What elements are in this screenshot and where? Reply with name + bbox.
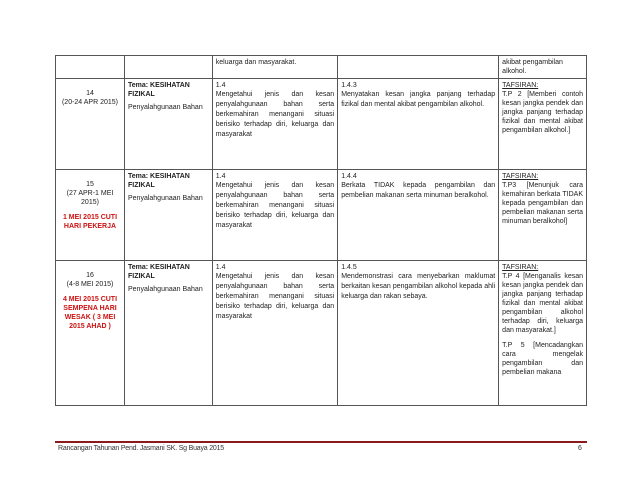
learning-outcome-cell bbox=[338, 170, 499, 261]
holiday-note: 4 MEI 2015 CUTI SEMPENA HARI WESAK ( 3 MEI 2015 AHAD ) bbox=[62, 296, 118, 330]
week-dates: (4-8 MEI 2015) bbox=[66, 281, 114, 288]
outcome-code: 1.4.4 bbox=[341, 173, 357, 180]
table-cell: akibat pengambilan alkohol. bbox=[499, 56, 587, 79]
yearly-plan-table bbox=[55, 55, 587, 406]
standard-code: 1.4 bbox=[215, 82, 226, 89]
standard-text: Mengetahui jenis dan kesan penyalahgunaan bahan serta berkemahiran menangani situasi berisiko terhadap diri, keluarga dan masyarakat bbox=[215, 182, 335, 229]
table-row bbox=[56, 79, 587, 170]
interpretation-cell bbox=[499, 170, 587, 261]
table-row bbox=[56, 56, 587, 79]
theme-cell bbox=[124, 79, 212, 170]
table-cell bbox=[56, 56, 125, 79]
theme-title: Tema: KESIHATAN FIZIKAL bbox=[127, 264, 190, 280]
theme-title: Tema: KESIHATAN FIZIKAL bbox=[127, 173, 190, 189]
performance-level-text: T.P 4 [Menganalis kesan kesan jangka pendek dan jangka panjang terhadap fizikal dan mental akibat pengambilan alkohol terhadap diri, keluarga dan masyarakat.] bbox=[502, 273, 583, 334]
footer-title: Rancangan Tahunan Pend. Jasmani SK. Sg Buaya 2015 bbox=[58, 445, 224, 452]
week-number: 15 bbox=[86, 181, 94, 188]
tafsiran-label: TAFSIRAN: bbox=[502, 173, 539, 180]
outcome-code: 1.4.5 bbox=[341, 264, 357, 271]
standard-cell bbox=[212, 170, 337, 261]
performance-level-text: T.P 5 [Mencadangkan cara mengelak pengambilan dan pembelian makana bbox=[502, 342, 583, 376]
outcome-text: Mendemonstrasi cara menyebarkan maklumat berkaitan kesan pengambilan alkohol kepada ahli keluarga dan rakan sebaya. bbox=[341, 273, 496, 300]
week-dates: (20-24 APR 2015) bbox=[61, 99, 119, 106]
week-cell bbox=[56, 170, 125, 261]
week-number: 14 bbox=[86, 90, 94, 97]
outcome-text: Menyatakan kesan jangka panjang terhadap fizikal dan mental akibat pengambilan alkohol. bbox=[341, 91, 496, 108]
learning-outcome-cell bbox=[338, 79, 499, 170]
week-cell bbox=[56, 261, 125, 406]
performance-level-text: T.P 2 [Memberi contoh kesan jangka pendek dan jangka panjang terhadap fizikal dan mental akibat pengambilan alkohol.] bbox=[502, 91, 583, 134]
standard-cell bbox=[212, 79, 337, 170]
table-cell: keluarga dan masyarakat. bbox=[212, 56, 337, 79]
tafsiran-label: TAFSIRAN: bbox=[502, 264, 539, 271]
standard-text: Mengetahui jenis dan kesan penyalahgunaan bahan serta berkemahiran menangani situasi berisiko terhadap diri, keluarga dan masyarakat bbox=[215, 91, 335, 138]
theme-cell bbox=[124, 261, 212, 406]
table-cell bbox=[124, 56, 212, 79]
page-number: 6 bbox=[578, 445, 582, 452]
table-row bbox=[56, 170, 587, 261]
week-cell bbox=[56, 79, 125, 170]
interpretation-cell bbox=[499, 261, 587, 406]
learning-outcome-cell bbox=[338, 261, 499, 406]
holiday-note: 1 MEI 2015 CUTI HARI PEKERJA bbox=[62, 214, 118, 230]
subtheme: Penyalahgunaan Bahan bbox=[127, 286, 203, 293]
table-cell bbox=[338, 56, 499, 79]
standard-cell bbox=[212, 261, 337, 406]
standard-code: 1.4 bbox=[215, 264, 226, 271]
interpretation-cell bbox=[499, 79, 587, 170]
performance-level-text: T.P3 [Menunjuk cara kemahiran berkata TIDAK kepada pengambilan dan pembelian makanan serta minuman beralkohol] bbox=[502, 182, 583, 225]
table-row bbox=[56, 261, 587, 406]
standard-text: Mengetahui jenis dan kesan penyalahgunaan bahan serta berkemahiran menangani situasi berisiko terhadap diri, keluarga dan masyarakat bbox=[215, 273, 335, 320]
week-number: 16 bbox=[86, 272, 94, 279]
subtheme: Penyalahgunaan Bahan bbox=[127, 195, 203, 202]
footer-divider bbox=[55, 441, 587, 443]
standard-code: 1.4 bbox=[215, 173, 226, 180]
outcome-code: 1.4.3 bbox=[341, 82, 357, 89]
tafsiran-label: TAFSIRAN: bbox=[502, 82, 539, 89]
subtheme: Penyalahgunaan Bahan bbox=[127, 104, 203, 111]
week-dates: (27 APR-1 MEI 2015) bbox=[66, 190, 114, 206]
theme-title: Tema: KESIHATAN FIZIKAL bbox=[127, 82, 190, 98]
outcome-text: Berkata TIDAK kepada pengambilan dan pembelian makanan serta minuman beralkohol. bbox=[341, 182, 496, 199]
theme-cell bbox=[124, 170, 212, 261]
